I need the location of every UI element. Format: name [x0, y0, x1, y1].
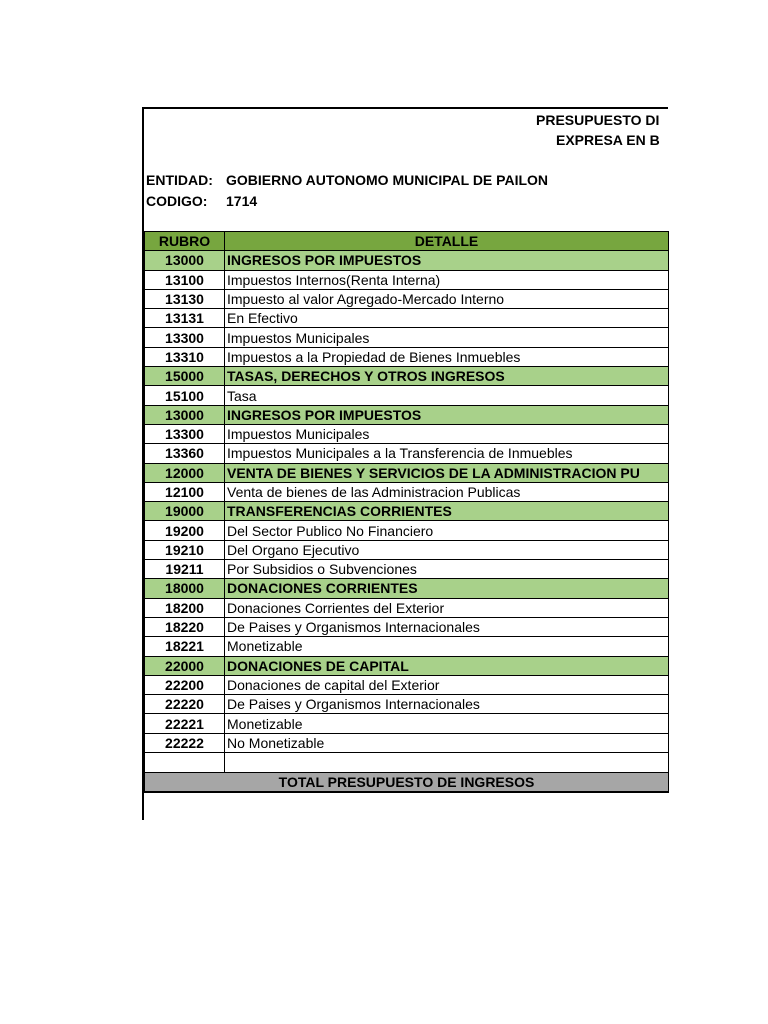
- detalle-cell: Del Sector Publico No Financiero: [225, 521, 669, 540]
- rubro-cell: 13360: [145, 444, 225, 463]
- table-row: [145, 637, 669, 656]
- table-row: [145, 695, 669, 714]
- total-label: TOTAL PRESUPUESTO DE INGRESOS: [145, 773, 669, 793]
- rubro-cell: 12100: [145, 482, 225, 501]
- table-row: [145, 521, 669, 540]
- table-row: [145, 560, 669, 579]
- detalle-cell: Impuestos Municipales a la Transferencia de Inmuebles: [225, 444, 669, 463]
- table-row: [145, 444, 669, 463]
- table-row: [145, 424, 669, 443]
- rubro-cell: 19200: [145, 521, 225, 540]
- table-row-group: [145, 502, 669, 521]
- rubro-cell: 18220: [145, 617, 225, 636]
- rubro-cell: 13131: [145, 309, 225, 328]
- column-header-rubro: RUBRO: [145, 232, 225, 251]
- detalle-cell: Del Organo Ejecutivo: [225, 540, 669, 559]
- detalle-cell: TASAS, DERECHOS Y OTROS INGRESOS: [225, 367, 669, 386]
- detalle-cell: DONACIONES DE CAPITAL: [225, 656, 669, 675]
- codigo-label: CODIGO:: [146, 193, 208, 209]
- table-row: [145, 347, 669, 366]
- rubro-cell: 19000: [145, 502, 225, 521]
- table-row: [145, 675, 669, 694]
- detalle-cell: TRANSFERENCIAS CORRIENTES: [225, 502, 669, 521]
- rubro-cell: 18000: [145, 579, 225, 598]
- detalle-cell: INGRESOS POR IMPUESTOS: [225, 251, 669, 270]
- table-row: [145, 328, 669, 347]
- rubro-cell: 18221: [145, 637, 225, 656]
- table-header-row: [145, 232, 669, 251]
- table-row-group: [145, 463, 669, 482]
- detalle-cell: De Paises y Organismos Internacionales: [225, 617, 669, 636]
- table-row-group: [145, 251, 669, 270]
- rubro-cell: 15000: [145, 367, 225, 386]
- rubro-cell: 13100: [145, 270, 225, 289]
- detalle-cell: Donaciones de capital del Exterior: [225, 675, 669, 694]
- table-row-group: [145, 405, 669, 424]
- table-row: [145, 270, 669, 289]
- rubro-cell: 13130: [145, 289, 225, 308]
- total-row: [145, 773, 669, 793]
- entidad-value: GOBIERNO AUTONOMO MUNICIPAL DE PAILON: [226, 172, 549, 188]
- title-line-2: EXPRESA EN B: [556, 132, 660, 148]
- table-body: [145, 251, 669, 792]
- detalle-cell: Venta de bienes de las Administracion Publicas: [225, 482, 669, 501]
- detalle-cell: Tasa: [225, 386, 669, 405]
- column-header-detalle: DETALLE: [225, 232, 669, 251]
- rubro-cell: 15100: [145, 386, 225, 405]
- table-row-group: [145, 367, 669, 386]
- detalle-cell: En Efectivo: [225, 309, 669, 328]
- rubro-cell: 13310: [145, 347, 225, 366]
- table-row: [145, 733, 669, 752]
- rubro-cell: 18200: [145, 598, 225, 617]
- rubro-cell: 13300: [145, 328, 225, 347]
- detalle-cell: Impuesto al valor Agregado-Mercado Interno: [225, 289, 669, 308]
- detalle-cell: De Paises y Organismos Internacionales: [225, 695, 669, 714]
- rubro-cell: 19210: [145, 540, 225, 559]
- detalle-cell: INGRESOS POR IMPUESTOS: [225, 405, 669, 424]
- rubro-cell: 13000: [145, 251, 225, 270]
- table-row: [145, 714, 669, 733]
- table-row-group: [145, 656, 669, 675]
- codigo-value: 1714: [226, 193, 258, 209]
- rubro-cell: 19211: [145, 560, 225, 579]
- empty-cell: [225, 753, 669, 773]
- rubro-cell: 22200: [145, 675, 225, 694]
- detalle-cell: Impuestos a la Propiedad de Bienes Inmuebles: [225, 347, 669, 366]
- table-row: [145, 309, 669, 328]
- rubro-cell: 13000: [145, 405, 225, 424]
- table-row: [145, 598, 669, 617]
- table-row-empty: [145, 753, 669, 773]
- rubro-cell: 13300: [145, 424, 225, 443]
- detalle-cell: VENTA DE BIENES Y SERVICIOS DE LA ADMINISTRACION PU: [225, 463, 669, 482]
- table-row: [145, 617, 669, 636]
- detalle-cell: DONACIONES CORRIENTES: [225, 579, 669, 598]
- budget-table: [144, 231, 669, 793]
- entidad-label: ENTIDAD:: [146, 172, 213, 188]
- title-line-1: PRESUPUESTO DI: [536, 112, 660, 128]
- detalle-cell: Impuestos Internos(Renta Interna): [225, 270, 669, 289]
- detalle-cell: Impuestos Municipales: [225, 424, 669, 443]
- table-row: [145, 386, 669, 405]
- table-row-group: [145, 579, 669, 598]
- detalle-cell: Por Subsidios o Subvenciones: [225, 560, 669, 579]
- detalle-cell: Impuestos Municipales: [225, 328, 669, 347]
- detalle-cell: No Monetizable: [225, 733, 669, 752]
- detalle-cell: Donaciones Corrientes del Exterior: [225, 598, 669, 617]
- rubro-cell: 22222: [145, 733, 225, 752]
- empty-cell: [145, 753, 225, 773]
- table-row: [145, 482, 669, 501]
- rubro-cell: 22220: [145, 695, 225, 714]
- budget-sheet: [142, 107, 668, 820]
- table-row: [145, 540, 669, 559]
- table-row: [145, 289, 669, 308]
- detalle-cell: Monetizable: [225, 714, 669, 733]
- rubro-cell: 22000: [145, 656, 225, 675]
- detalle-cell: Monetizable: [225, 637, 669, 656]
- rubro-cell: 22221: [145, 714, 225, 733]
- rubro-cell: 12000: [145, 463, 225, 482]
